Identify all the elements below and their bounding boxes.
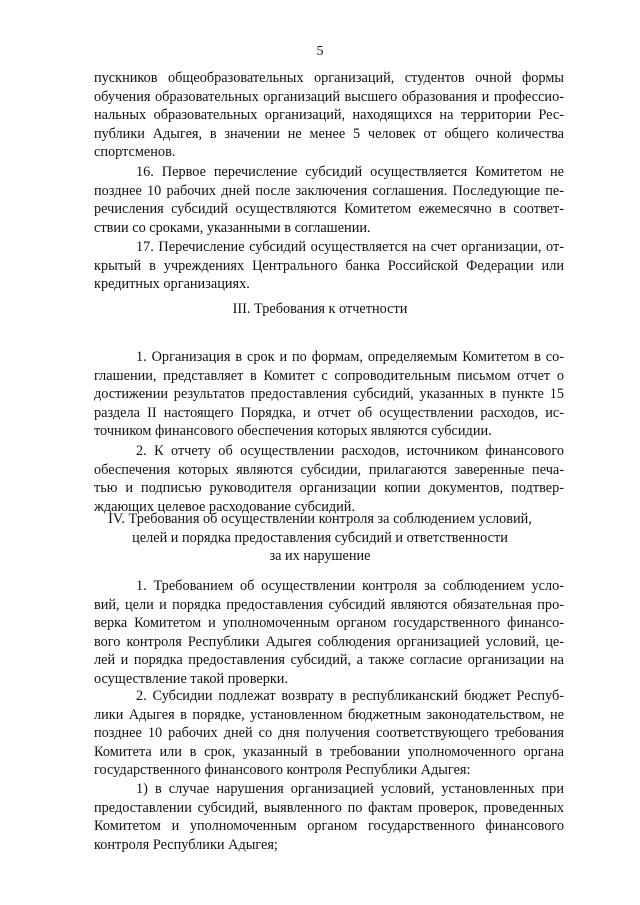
text-line: тью и подписью руководителя организации копии документов, подтвер- — [94, 480, 564, 497]
text-line: точником финансового обеспечения которых являются субсидии. — [94, 423, 492, 440]
text-line: 16. Первое перечисление субсидий осуществляется Комитетом не — [136, 164, 564, 180]
text-line: осуществление такой проверки. — [94, 670, 289, 687]
heading-line: за их нарушение — [269, 548, 371, 565]
text-line: спортсменов. — [94, 144, 176, 161]
text-line: обеспечения которых являются субсидии, прилагаются заверенные печа- — [94, 461, 564, 478]
text-line: контроля Республики Адыгея; — [94, 836, 278, 853]
text-line: Комитетом и уполномоченным органом государственного финансового — [94, 818, 564, 835]
text-line: государственного финансового контроля Республики Адыгея: — [94, 762, 471, 779]
paragraph-iii-2 — [94, 442, 564, 516]
paragraph-iv-1 — [94, 577, 564, 689]
text-line: достижении результатов предоставления субсидий, указанных в пункте 15 — [94, 386, 564, 403]
heading-line: IV. Требования об осуществлении контроля за соблюдением условий, — [108, 511, 532, 527]
paragraph-continuation — [94, 69, 564, 162]
text-line: 1. Организация в срок и по формам, определяемым Комитетом в со- — [136, 349, 564, 365]
paragraph-iii-1 — [94, 348, 564, 441]
text-line: нальных образовательных организаций, находящихся на территории Рес- — [94, 107, 564, 124]
page-number: 5 — [316, 44, 324, 59]
text-line: ствии со сроками, указанными в соглашении. — [94, 219, 371, 236]
text-line: 2. Субсидии подлежат возврату в республиканский бюджет Респуб- — [136, 688, 564, 704]
text-line: ждающих целевое расходование субсидий. — [94, 498, 356, 515]
paragraph-iv-2 — [94, 687, 564, 780]
text-line: 17. Перечисление субсидий осуществляется на счет организации, от- — [136, 239, 564, 255]
text-line: верка Комитетом и уполномоченным органом государственного финансо- — [94, 615, 564, 632]
text-line: 1. Требованием об осуществлении контроля за соблюдением усло- — [136, 578, 564, 594]
text-line: позднее 10 рабочих дней после заключения соглашения. Последующие пе- — [94, 182, 564, 199]
paragraph-17 — [94, 238, 564, 294]
text-line: публики Адыгея, в значении не менее 5 человек от общего количества — [94, 125, 564, 142]
text-line: вий, цели и порядка предоставления субсидий являются обязательная про- — [94, 596, 564, 613]
text-line: 2. К отчету об осуществлении расходов, источником финансового — [136, 443, 564, 459]
text-line: Комитета или в срок, указанный в требовании уполномоченного органа — [94, 743, 564, 760]
text-line: глашении, представляет в Комитет с сопроводительным письмом отчет о — [94, 367, 564, 384]
text-line: обучения образовательных организаций высшего образования и профессио- — [94, 88, 564, 105]
text-line: позднее 10 рабочих дней со дня получения соответствующего требования — [94, 725, 564, 742]
text-line: предоставлении субсидий, выявленного по фактам проверок, проведенных — [94, 799, 564, 816]
text-line: речисления субсидий осуществляются Комитетом ежемесячно в соответ- — [94, 201, 564, 218]
heading-line: целей и порядка предоставления субсидий и ответственности — [132, 529, 508, 546]
heading-line: III. Требования к отчетности — [232, 301, 408, 317]
section-heading-iii — [0, 300, 640, 319]
paragraph-16 — [94, 163, 564, 237]
paragraph-iv-2-1 — [94, 780, 564, 854]
section-heading-iv — [0, 510, 640, 566]
text-line: 1) в случае нарушения организацией условий, установленных при — [136, 781, 564, 797]
text-line: лики Адыгея в порядке, установленном бюджетным законодательством, не — [94, 706, 564, 723]
text-line: раздела II настоящего Порядка, и отчет об осуществлении расходов, ис- — [94, 404, 564, 421]
text-line: крытый в учреждениях Центрального банка Российской Федерации или — [94, 257, 564, 274]
text-line: кредитных организациях. — [94, 276, 250, 293]
text-line: пускников общеобразовательных организаций, студентов очной формы — [94, 70, 564, 86]
text-line: вого контроля Республики Адыгея соблюдения организацией условий, це- — [94, 633, 564, 650]
text-line: лей и порядка предоставления субсидий, а также согласие организации на — [94, 652, 564, 669]
